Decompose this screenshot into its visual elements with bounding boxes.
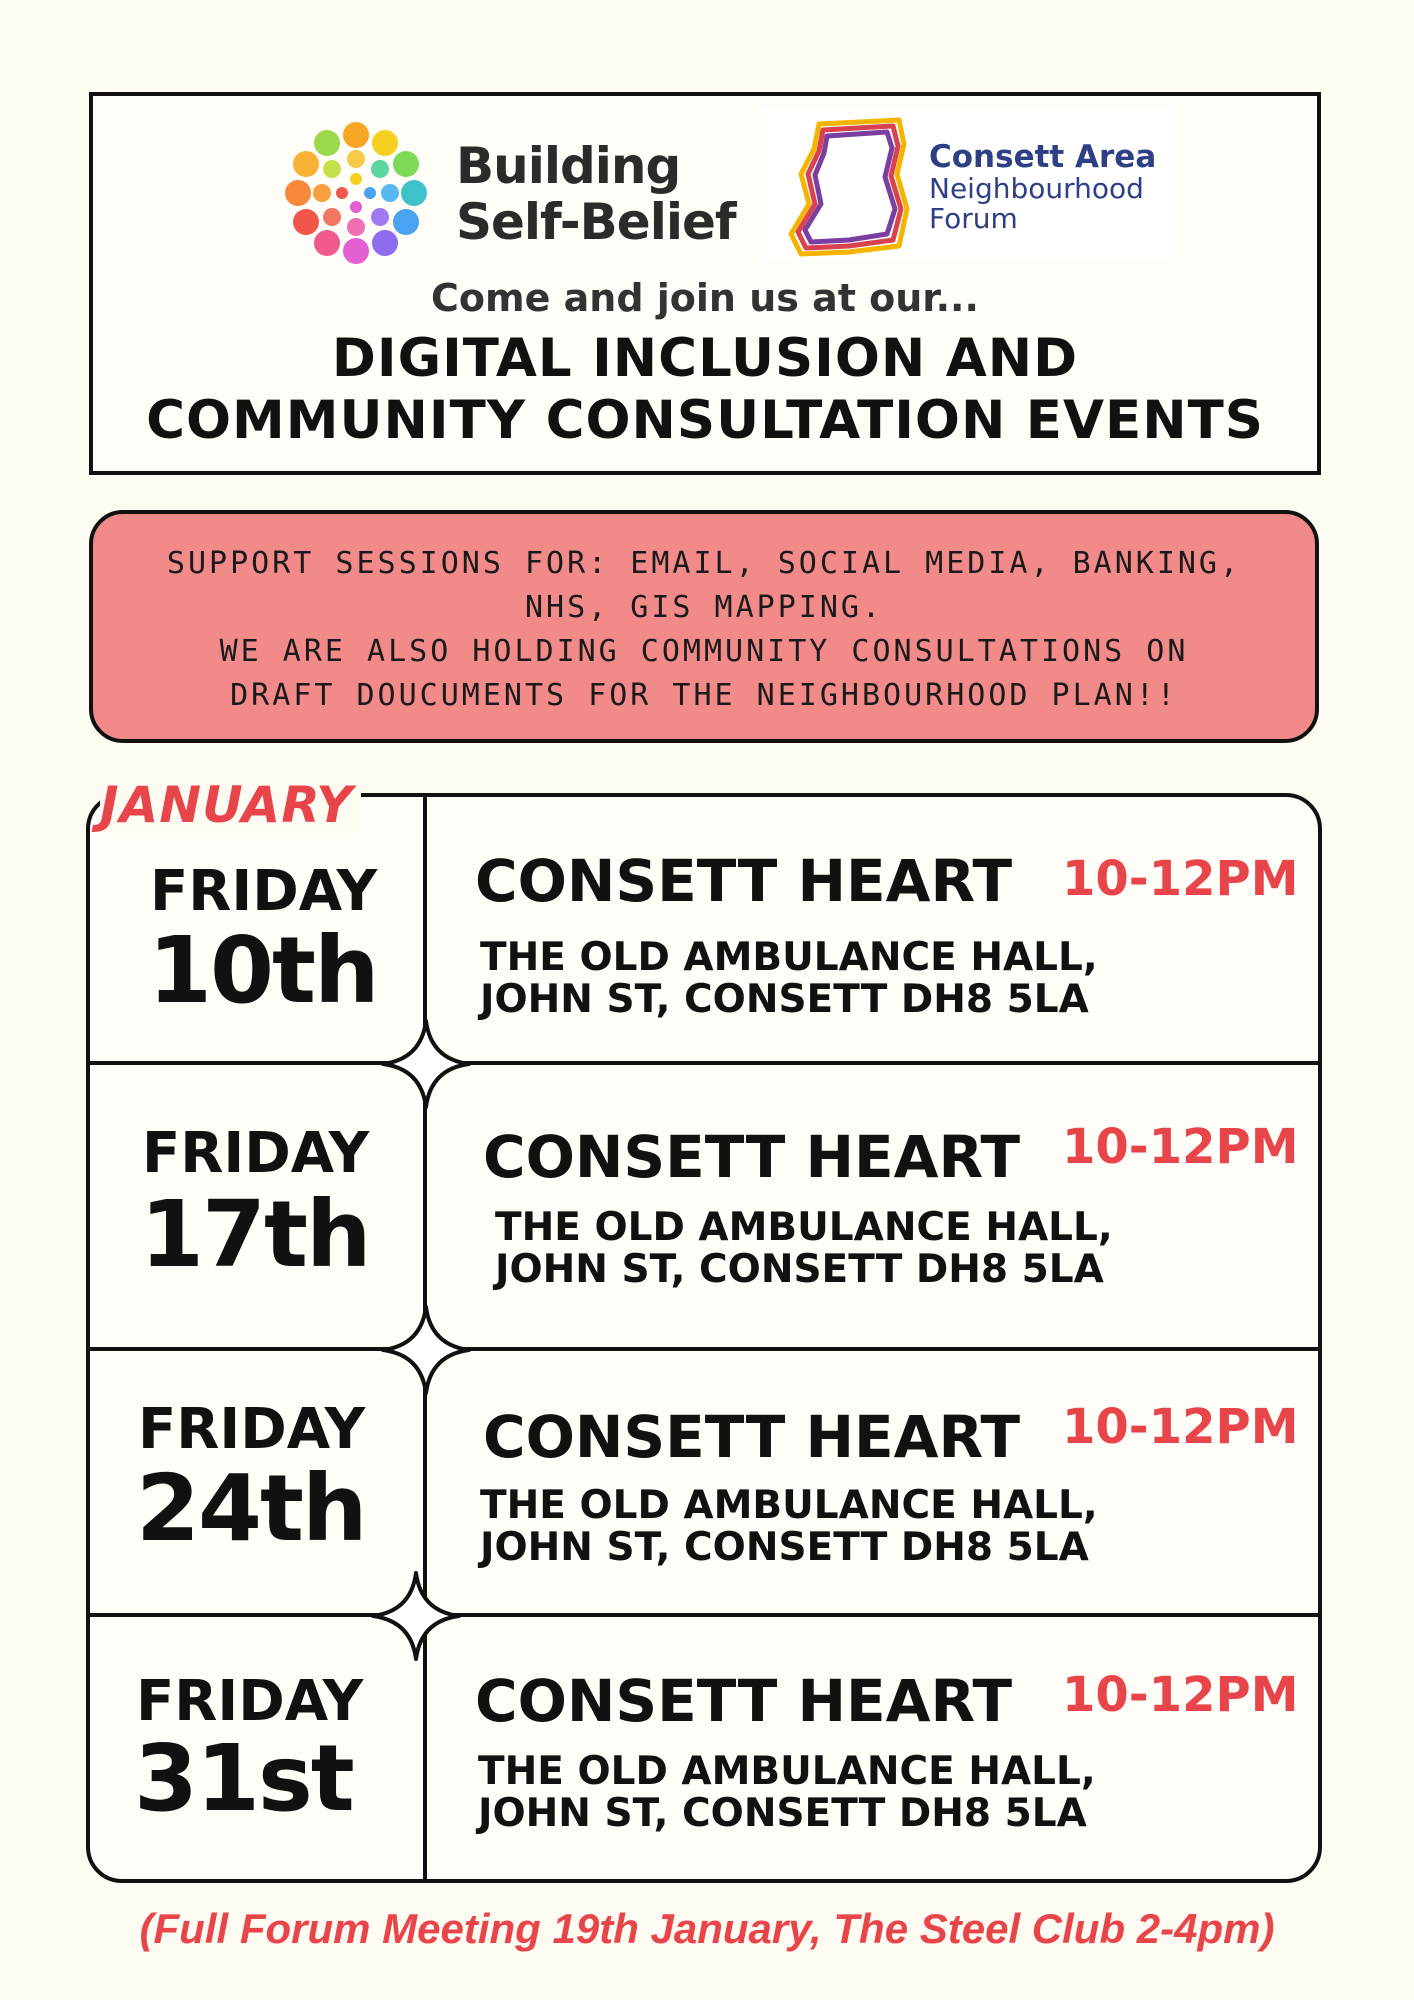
forum-logo-line3: Forum <box>929 202 1018 235</box>
footer-note: (Full Forum Meeting 19th January, The Steel Club 2-4pm) <box>139 1905 1275 1952</box>
address-line2: JOHN ST, CONSETT DH8 5LA <box>480 977 1089 1022</box>
event-address <box>480 1485 1098 1569</box>
event-schedule <box>86 793 1322 1883</box>
address-line1: THE OLD AMBULANCE HALL, <box>478 1749 1096 1794</box>
event-row <box>90 1347 1318 1613</box>
event-day: FRIDAY <box>136 1669 364 1734</box>
consett-area-wordmark <box>929 140 1156 234</box>
logo-text-line1: Building <box>456 137 681 195</box>
event-venue: CONSETT HEART <box>475 1667 1013 1735</box>
sparkle-star-icon <box>381 1019 471 1109</box>
event-day: FRIDAY <box>138 1397 366 1462</box>
forum-logo-line2: Neighbourhood <box>929 172 1144 205</box>
support-sessions-box <box>89 510 1319 743</box>
title-line1: DIGITAL INCLUSION AND <box>331 328 1079 389</box>
flower-logo-icon <box>271 108 441 278</box>
tagline: Come and join us at our... <box>431 276 979 320</box>
title-line2: COMMUNITY CONSULTATION EVENTS <box>146 390 1264 451</box>
building-self-belief-wordmark <box>456 138 736 250</box>
consett-map-outline-icon <box>779 114 929 264</box>
event-date: 24th <box>136 1455 366 1562</box>
address-line1: THE OLD AMBULANCE HALL, <box>495 1205 1113 1250</box>
event-address <box>478 1751 1096 1835</box>
address-line2: JOHN ST, CONSETT DH8 5LA <box>495 1247 1104 1292</box>
event-time: 10-12PM <box>1062 851 1299 907</box>
event-date: 17th <box>140 1181 370 1288</box>
consett-area-forum-logo <box>761 106 1173 261</box>
event-day: FRIDAY <box>150 859 378 924</box>
event-row <box>90 1061 1318 1347</box>
event-address <box>480 937 1098 1021</box>
support-line: NHS, GIS MAPPING. <box>524 590 884 625</box>
page-title <box>93 328 1317 452</box>
sparkle-star-icon <box>371 1571 461 1661</box>
month-label: JANUARY <box>100 776 361 834</box>
address-line2: JOHN ST, CONSETT DH8 5LA <box>480 1525 1089 1570</box>
event-day: FRIDAY <box>142 1121 370 1186</box>
event-date: 31st <box>134 1725 353 1832</box>
support-line: WE ARE ALSO HOLDING COMMUNITY CONSULTATIONS ON <box>219 634 1189 669</box>
sparkle-star-icon <box>381 1305 471 1395</box>
event-address <box>495 1207 1113 1291</box>
event-time: 10-12PM <box>1062 1667 1299 1723</box>
event-venue: CONSETT HEART <box>483 1403 1021 1471</box>
logo-text-line2: Self-Belief <box>456 193 736 251</box>
address-line1: THE OLD AMBULANCE HALL, <box>480 1483 1098 1528</box>
building-self-belief-logo <box>271 108 821 258</box>
forum-logo-line1: Consett Area <box>929 139 1157 175</box>
event-time: 10-12PM <box>1062 1119 1299 1175</box>
header-box <box>89 92 1321 475</box>
event-venue: CONSETT HEART <box>483 1123 1021 1191</box>
event-time: 10-12PM <box>1062 1399 1299 1455</box>
event-venue: CONSETT HEART <box>475 847 1013 915</box>
address-line2: JOHN ST, CONSETT DH8 5LA <box>478 1791 1087 1836</box>
event-row <box>90 1613 1318 1887</box>
event-row <box>90 797 1318 1061</box>
support-line: DRAFT DOUCUMENTS FOR THE NEIGHBOURHOOD PLAN!! <box>230 678 1178 713</box>
support-line: SUPPORT SESSIONS FOR: EMAIL, SOCIAL MEDIA, BANKING, <box>166 546 1242 581</box>
event-date: 10th <box>148 917 378 1024</box>
address-line1: THE OLD AMBULANCE HALL, <box>480 935 1098 980</box>
